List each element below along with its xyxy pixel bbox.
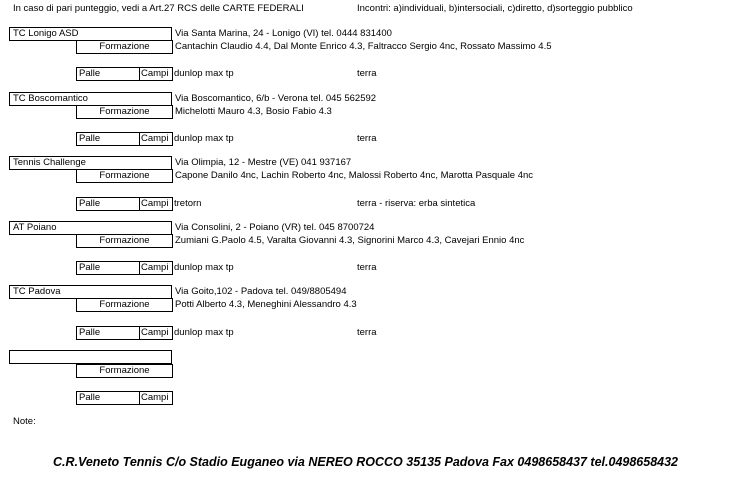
balls-courts-box bbox=[76, 197, 173, 211]
team-address: Via Consolini, 2 - Poiano (VR) tel. 045 8700724 bbox=[175, 222, 375, 233]
balls-brand: tretorn bbox=[174, 198, 202, 209]
lineup-label: Formazione bbox=[76, 40, 173, 54]
balls-label: Palle bbox=[79, 133, 101, 144]
balls-courts-box bbox=[76, 326, 173, 340]
balls-courts-box bbox=[76, 132, 173, 146]
team-players: Michelotti Mauro 4.3, Bosio Fabio 4.3 bbox=[175, 106, 332, 117]
courts-label: Campi bbox=[141, 262, 169, 273]
team-name: TC Boscomantico bbox=[9, 92, 172, 106]
court-surface: terra bbox=[357, 327, 377, 338]
court-surface: terra bbox=[357, 133, 377, 144]
team-address: Via Olimpia, 12 - Mestre (VE) 041 937167 bbox=[175, 157, 352, 168]
courts-label: Campi bbox=[141, 327, 169, 338]
balls-courts-box bbox=[76, 391, 173, 405]
team-name: TC Lonigo ASD bbox=[9, 27, 172, 41]
balls-courts-box bbox=[76, 261, 173, 275]
lineup-label: Formazione bbox=[76, 234, 173, 248]
team-name: Tennis Challenge bbox=[9, 156, 172, 170]
balls-label: Palle bbox=[79, 262, 101, 273]
court-surface: terra bbox=[357, 68, 377, 79]
lineup-label: Formazione bbox=[76, 105, 173, 119]
balls-label: Palle bbox=[79, 327, 101, 338]
balls-brand: dunlop max tp bbox=[174, 262, 234, 273]
courts-label: Campi bbox=[141, 392, 169, 403]
team-players: Zumiani G.Paolo 4.5, Varalta Giovanni 4.3, Signorini Marco 4.3, Cavejari Ennio 4nc bbox=[175, 235, 525, 246]
team-address: Via Santa Marina, 24 - Lonigo (VI) tel. 0444 831400 bbox=[175, 28, 392, 39]
team-players: Potti Alberto 4.3, Meneghini Alessandro 4.3 bbox=[175, 299, 357, 310]
courts-label: Campi bbox=[141, 133, 169, 144]
team-name: TC Padova bbox=[9, 285, 172, 299]
team-name: AT Poiano bbox=[9, 221, 172, 235]
match-types-note: Incontri: a)individuali, b)intersociali, c)diretto, d)sorteggio pubblico bbox=[357, 3, 633, 14]
team-players: Cantachin Claudio 4.4, Dal Monte Enrico 4.3, Faltracco Sergio 4nc, Rossato Massimo 4.5 bbox=[175, 41, 552, 52]
balls-courts-box bbox=[76, 67, 173, 81]
team-players: Capone Danilo 4nc, Lachin Roberto 4nc, Malossi Roberto 4nc, Marotta Pasquale 4nc bbox=[175, 170, 534, 181]
team-address: Via Goito,102 - Padova tel. 049/8805494 bbox=[175, 286, 347, 297]
balls-label: Palle bbox=[79, 198, 101, 209]
lineup-label: Formazione bbox=[76, 298, 173, 312]
lineup-label: Formazione bbox=[76, 364, 173, 378]
team-name bbox=[9, 350, 172, 364]
courts-label: Campi bbox=[141, 68, 169, 79]
rules-note: In caso di pari punteggio, vedi a Art.27 RCS delle CARTE FEDERALI bbox=[13, 3, 304, 14]
court-surface: terra - riserva: erba sintetica bbox=[357, 198, 476, 209]
balls-brand: dunlop max tp bbox=[174, 68, 234, 79]
team-address: Via Boscomantico, 6/b - Verona tel. 045 562592 bbox=[175, 93, 377, 104]
notes-label: Note: bbox=[13, 416, 36, 427]
balls-brand: dunlop max tp bbox=[174, 133, 234, 144]
court-surface: terra bbox=[357, 262, 377, 273]
balls-label: Palle bbox=[79, 392, 101, 403]
courts-label: Campi bbox=[141, 198, 169, 209]
balls-label: Palle bbox=[79, 68, 101, 79]
balls-brand: dunlop max tp bbox=[174, 327, 234, 338]
lineup-label: Formazione bbox=[76, 169, 173, 183]
footer-contact: C.R.Veneto Tennis C/o Stadio Euganeo via NEREO ROCCO 35135 Padova Fax 0498658437 tel.0498658432 bbox=[52, 455, 679, 469]
